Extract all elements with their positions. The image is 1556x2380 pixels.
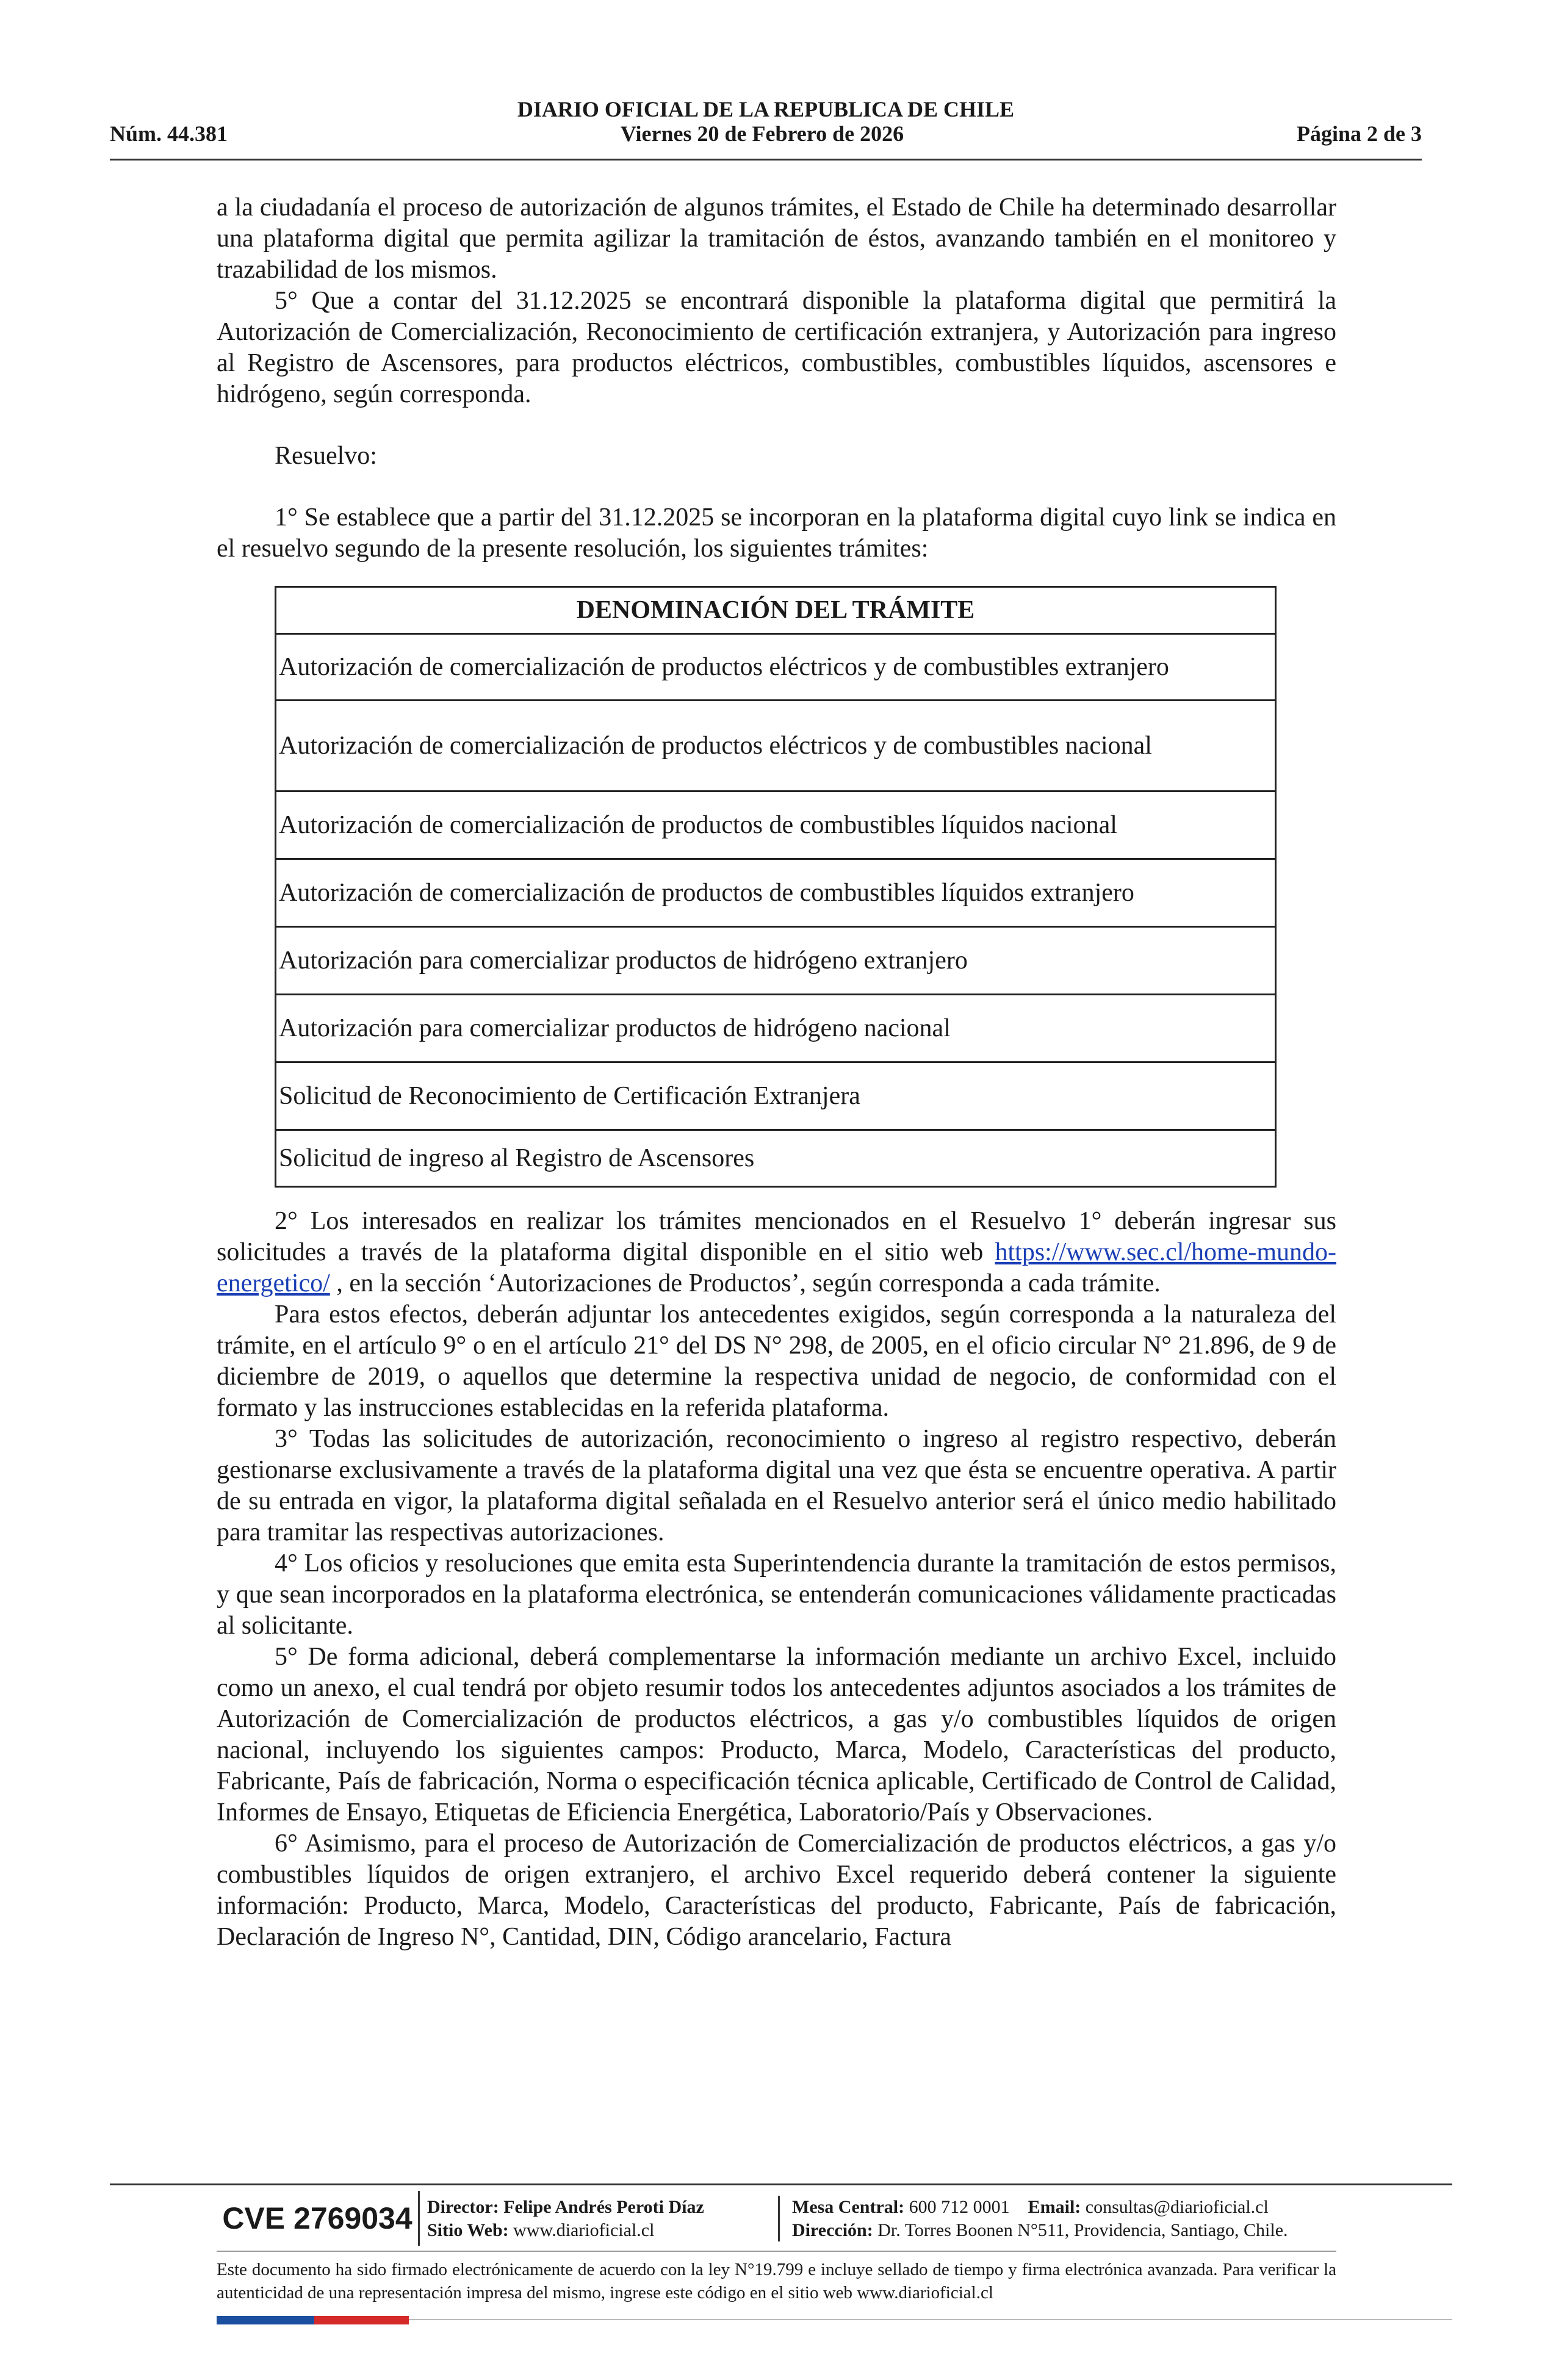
paragraph-resuelvo-5: 5° De forma adicional, deberá complementarse la información mediante un archivo Excel, incluido como un anexo, el cual tendrá por objeto resumir todos los antecedentes adjuntos asociados a los trámites de Autorización de Comercialización de productos eléctricos, a gas y/o combustibles líquidos de origen nacional, incluyendo los siguientes campos: Producto, Marca, Modelo, Características del producto, Fabricante, País de fabricación, Norma o especificación técnica aplicable, Certificado de Control de Calidad, Informes de Ensayo, Etiquetas de Eficiencia Energética, Laboratorio/País y Observaciones. [217,1643,1336,1826]
tramites-table [275,586,1277,1188]
paragraph-resuelvo-6: 6° Asimismo, para el proceso de Autorización de Comercialización de productos eléctricos, a gas y/o combustibles líquidos de origen extranjero, el archivo Excel requerido deberá contener la siguiente información: Producto, Marca, Modelo, Características del producto, Fabricante, País de fabricación, Declaración de Ingreso N°, Cantidad, DIN, Código arancelario, Factura [217,1830,1336,1951]
cve-code: CVE 2769034 [217,2191,420,2246]
table-header: DENOMINACIÓN DEL TRÁMITE [276,587,1276,634]
mesa-central: 600 712 0001 [909,2197,1010,2217]
document-body [217,192,1336,1953]
email[interactable]: consultas@diarioficial.cl [1085,2197,1269,2217]
sec-platform-link[interactable]: https://www.sec.cl/home-mundo-energetico/ [217,1238,1336,1297]
page-number: Página 2 de 3 [1296,121,1422,146]
table-row: Autorización de comercialización de productos de combustibles líquidos nacional [276,792,1276,859]
address: Dr. Torres Boonen N°511, Providencia, Santiago, Chile. [877,2220,1288,2240]
newspaper-title: DIARIO OFICIAL DE LA REPUBLICA DE CHILE [517,97,1015,121]
table-row: Autorización para comercializar productos de hidrógeno nacional [276,995,1276,1062]
paragraph-continuation: a la ciudadanía el proceso de autorización de algunos trámites, el Estado de Chile ha determinado desarrollar una plataforma digital que permita agilizar la tramitación de éstos, avanzando también en el monitoreo y trazabilidad de los mismos. [217,193,1336,284]
footer-contact-column: Mesa Central: 600 712 0001 Email: consultas@diarioficial.cl Dirección: Dr. Torres Boonen N°511, Providencia, Santiago, Chile. [778,2196,1288,2241]
header-meta-row [110,121,1422,146]
footer-info [217,2191,1336,2246]
site-web[interactable]: www.diarioficial.cl [513,2220,655,2240]
issue-date: Viernes 20 de Febrero de 2026 [620,121,904,146]
table-row: Autorización para comercializar productos de hidrógeno extranjero [276,927,1276,995]
table-row: Autorización de comercialización de productos eléctricos y de combustibles extranjero [276,634,1276,701]
paragraph-resuelvo-4: 4° Los oficios y resoluciones que emita esta Superintendencia durante la tramitación de estos permisos, y que sean incorporados en la plataforma electrónica, se entenderán comunicaciones válidamente practicadas al solicitante. [217,1549,1336,1640]
legal-notice: Este documento ha sido firmado electrónicamente de acuerdo con la ley N°19.799 e incluye sellado de tiempo y firma electrónica avanzada. Para verificar la autenticidad de una representación impresa del mismo, ingrese este código en el sitio web www.diarioficial.cl [217,2260,1336,2302]
paragraph-antecedentes: Para estos efectos, deberán adjuntar los antecedentes exigidos, según corresponda a la naturaleza del trámite, en el artículo 9° o en el artículo 21° del DS N° 298, de 2005, en el oficio circular N° 21.896, de 9 de diciembre de 2019, o aquellos que determine la respectiva unidad de negocio, de conformidad con el formato y las instrucciones establecidas en la referida plataforma. [217,1300,1336,1422]
flag-stripe-blue [217,2316,314,2324]
issue-number: Núm. 44.381 [110,121,228,146]
director-name: Felipe Andrés Peroti Díaz [503,2197,704,2217]
flag-stripe-red [314,2316,409,2324]
table-row: Solicitud de ingreso al Registro de Ascensores [276,1130,1276,1187]
table-row: Autorización de comercialización de productos eléctricos y de combustibles nacional [276,701,1276,792]
paragraph-resuelvo-3: 3° Todas las solicitudes de autorización, reconocimiento o ingreso al registro respectivo, deberán gestionarse exclusivamente a través de la plataforma digital una vez que ésta se encuentre operativa. A partir de su entrada en vigor, la plataforma digital señalada en el Resuelvo anterior será el único medio habilitado para tramitar las respectivas autorizaciones. [217,1425,1336,1546]
table-row: Solicitud de Reconocimiento de Certificación Extranjera [276,1062,1276,1130]
paragraph-considerando-5: 5° Que a contar del 31.12.2025 se encontrará disponible la plataforma digital que permitirá la Autorización de Comercialización, Reconocimiento de certificación extranjera, y Autorización para ingreso al Registro de Ascensores, para productos eléctricos, combustibles, combustibles líquidos, ascensores e hidrógeno, según corresponda. [217,287,1336,408]
paragraph-resuelvo-2: 2° Los interesados en realizar los trámites mencionados en el Resuelvo 1° deberán ingresar sus solicitudes a través de la plataforma digital disponible en el sitio web https://www.sec.cl/home-mundo-energetico/ , en la sección ‘Autorizaciones de Productos’, según corresponda a cada trámite. [217,1207,1336,1297]
page-header [110,92,1422,160]
table-row: Autorización de comercialización de productos de combustibles líquidos extranjero [276,859,1276,927]
paragraph-resuelvo-1: 1° Se establece que a partir del 31.12.2025 se incorporan en la plataforma digital cuyo link se indica en el resuelvo segundo de la presente resolución, los siguientes trámites: [217,503,1336,563]
resuelvo-heading: Resuelvo: [275,442,377,470]
footer-divider [110,2183,1452,2185]
footer-director-column: Director: Felipe Andrés Peroti Díaz Sitio Web: www.diarioficial.cl [427,2197,704,2240]
footer-divider-thin [217,2251,1336,2252]
footer-bottom-rule [409,2319,1452,2320]
